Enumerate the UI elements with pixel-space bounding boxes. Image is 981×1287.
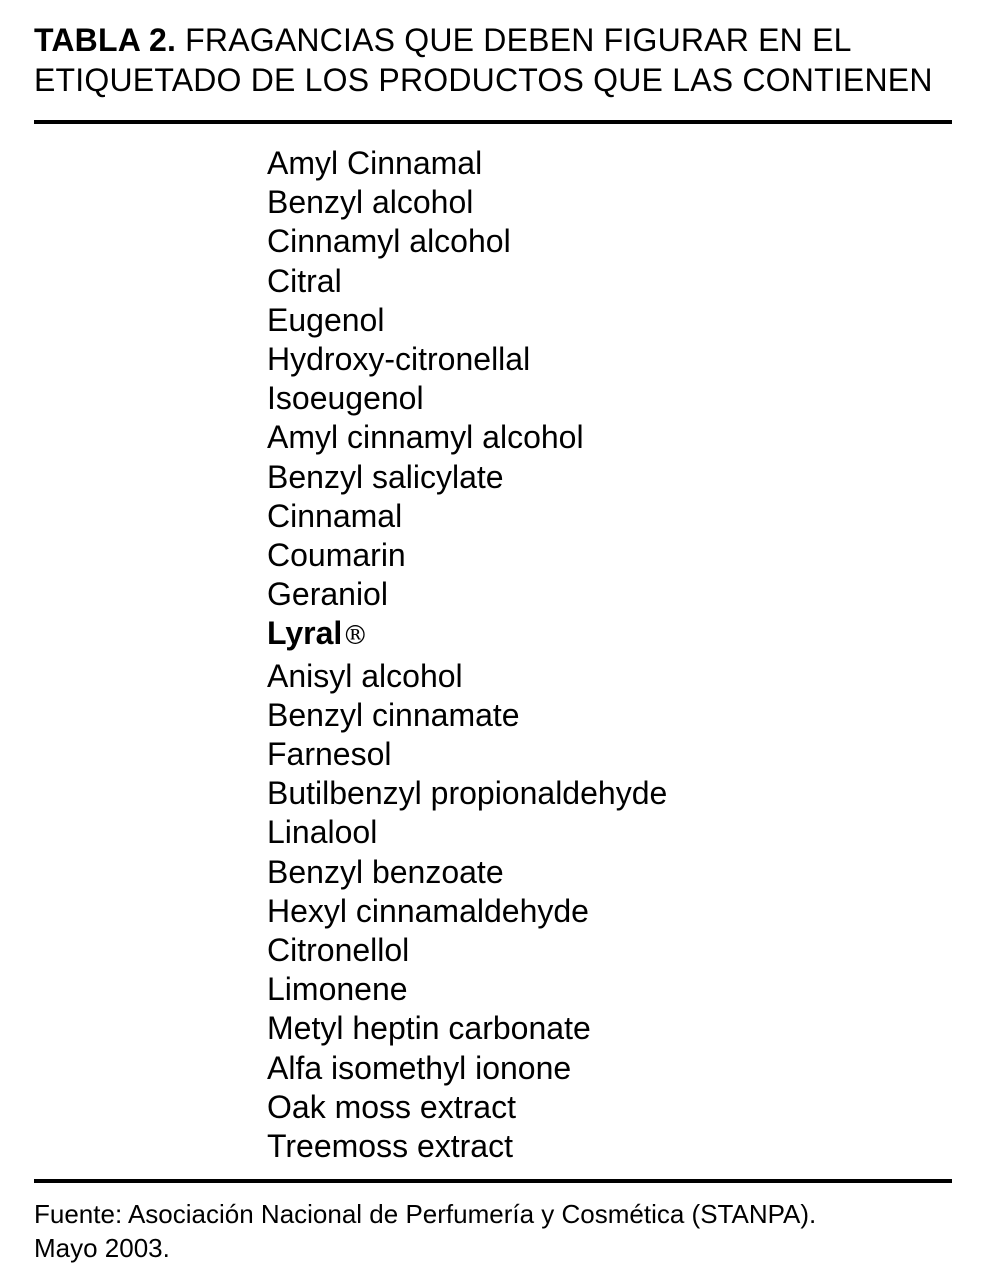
fragrance-item (267, 418, 952, 457)
fragrance-item (267, 458, 952, 497)
fragrance-name: Benzyl cinnamate (267, 696, 520, 733)
fragrance-item (267, 144, 952, 183)
title-text-line2: ETIQUETADO DE LOS PRODUCTOS QUE LAS CONTIENEN (34, 62, 933, 98)
fragrance-name: Geraniol (267, 576, 388, 613)
fragrance-item (267, 813, 952, 852)
source-line1: Fuente: Asociación Nacional de Perfumería y Cosmética (STANPA). (34, 1199, 817, 1230)
fragrance-item (267, 301, 952, 340)
fragrance-name: Hexyl cinnamaldehyde (267, 892, 589, 929)
fragrance-name: Benzyl alcohol (267, 184, 474, 221)
fragrance-name: Benzyl benzoate (267, 853, 504, 890)
fragrance-item (267, 931, 952, 970)
fragrance-item (267, 183, 952, 222)
fragrance-item (267, 1127, 952, 1166)
fragrance-item (267, 1049, 952, 1088)
fragrance-name: Alfa isomethyl ionone (267, 1049, 572, 1086)
fragrance-item (267, 853, 952, 892)
fragrance-item (267, 575, 952, 614)
fragrance-name: Hydroxy-citronellal (267, 341, 531, 378)
fragrance-item (267, 536, 952, 575)
fragrance-item (267, 657, 952, 696)
fragrance-name: Citral (267, 262, 342, 299)
fragrance-name: Treemoss extract (267, 1128, 513, 1165)
fragrance-name: Cinnamyl alcohol (267, 223, 511, 260)
fragrance-name: Benzyl salicylate (267, 458, 504, 495)
table-document (34, 20, 952, 1265)
registered-mark: ® (342, 621, 369, 652)
fragrance-item (267, 222, 952, 261)
fragrance-item (267, 1088, 952, 1127)
bottom-rule (34, 1179, 952, 1183)
fragrance-item (267, 614, 952, 656)
fragrance-item (267, 774, 952, 813)
title-text-line1: FRAGANCIAS QUE DEBEN FIGURAR EN EL (185, 22, 852, 58)
fragrance-name: Amyl cinnamyl alcohol (267, 419, 584, 456)
table-number: TABLA 2. (34, 22, 177, 58)
fragrance-name: Isoeugenol (267, 380, 424, 417)
fragrance-item (267, 970, 952, 1009)
fragrance-name: Farnesol (267, 736, 392, 773)
fragrance-name: Eugenol (267, 301, 385, 338)
table-title (34, 20, 952, 100)
fragrance-name: Coumarin (267, 537, 406, 574)
fragrance-item (267, 340, 952, 379)
fragrance-name: Limonene (267, 971, 408, 1008)
source-note (34, 1197, 952, 1265)
fragrance-name: Oak moss extract (267, 1088, 516, 1125)
fragrance-name: Linalool (267, 814, 378, 851)
fragrance-name: Lyral (267, 615, 343, 652)
fragrance-name: Anisyl alcohol (267, 657, 463, 694)
fragrance-name: Citronellol (267, 932, 410, 969)
fragrance-item (267, 892, 952, 931)
fragrance-list (34, 124, 952, 1179)
fragrance-name: Metyl heptin carbonate (267, 1010, 591, 1047)
fragrance-name: Butilbenzyl propionaldehyde (267, 775, 668, 812)
source-line2: Mayo 2003. (34, 1233, 170, 1264)
fragrance-item (267, 379, 952, 418)
fragrance-item (267, 497, 952, 536)
fragrance-name: Amyl Cinnamal (267, 145, 483, 181)
fragrance-item (267, 696, 952, 735)
fragrance-item (267, 1009, 952, 1048)
fragrance-name: Cinnamal (267, 497, 403, 534)
fragrance-item (267, 262, 952, 301)
fragrance-item (267, 735, 952, 774)
